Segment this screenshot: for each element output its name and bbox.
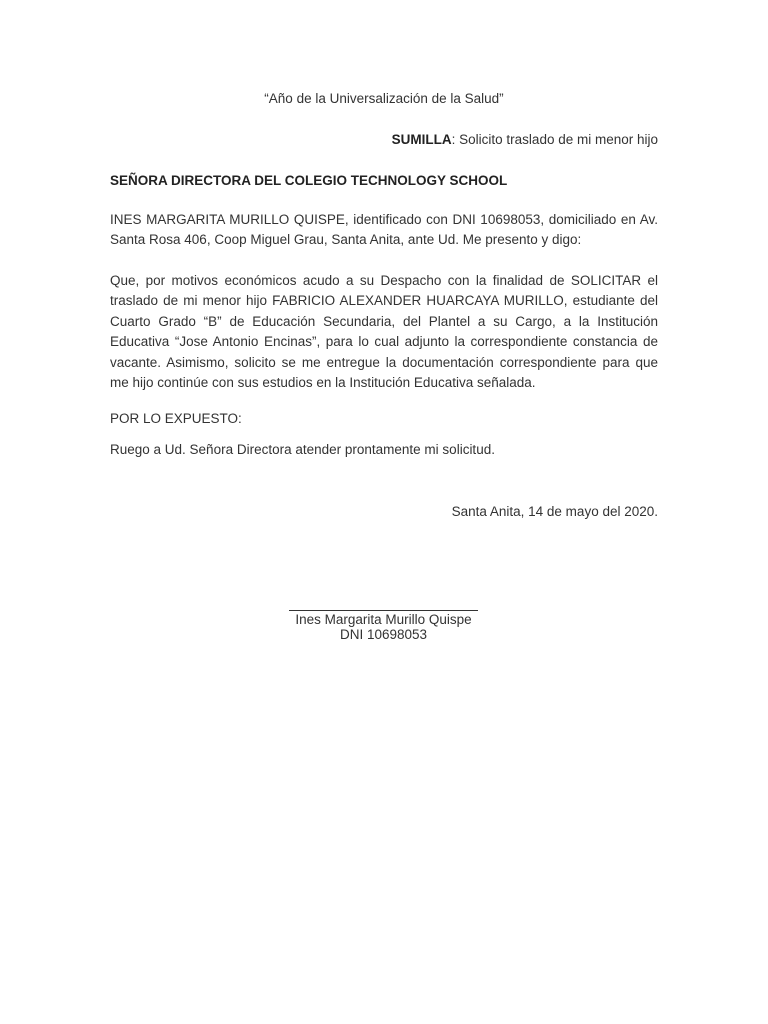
intro-paragraph: INES MARGARITA MURILLO QUISPE, identificado con DNI 10698053, domiciliado en Av. Santa Rosa 406, Coop Miguel Grau, Santa Anita, ante Ud. Me presento y digo:: [110, 212, 658, 248]
por-lo-expuesto: POR LO EXPUESTO:: [110, 411, 242, 426]
addressee-heading: SEÑORA DIRECTORA DEL COLEGIO TECHNOLOGY SCHOOL: [110, 173, 508, 188]
signature-name: Ines Margarita Murillo Quispe: [295, 612, 472, 627]
date-line: Santa Anita, 14 de mayo del 2020.: [451, 504, 658, 519]
sumilla-text: : Solicito traslado de mi menor hijo: [451, 132, 658, 147]
signature-dni: DNI 10698053: [339, 627, 428, 642]
request-paragraph: Que, por motivos económicos acudo a su Despacho con la finalidad de SOLICITAR el traslado de mi menor hijo FABRICIO ALEXANDER HUARCAYA MURILLO, estudiante del Cuarto Grado “B” de Educación Secundaria, del Plantel a su Cargo, a la Institución Educativa “Jose Antonio Encinas”, para lo cual adjunto la correspondiente constancia de vacante. Asimismo, solicito se me entregue la documentación correspondiente para que me hijo continúe con sus estudios en la Institución Educativa señalada.: [110, 273, 658, 391]
sumilla-line: [392, 130, 658, 150]
sumilla-label: SUMILLA: [391, 132, 452, 147]
signature-block: [289, 596, 478, 642]
signature-line: [289, 596, 478, 611]
ruego-paragraph: Ruego a Ud. Señora Directora atender prontamente mi solicitud.: [110, 442, 495, 457]
year-motto: “Año de la Universalización de la Salud”: [264, 91, 504, 106]
